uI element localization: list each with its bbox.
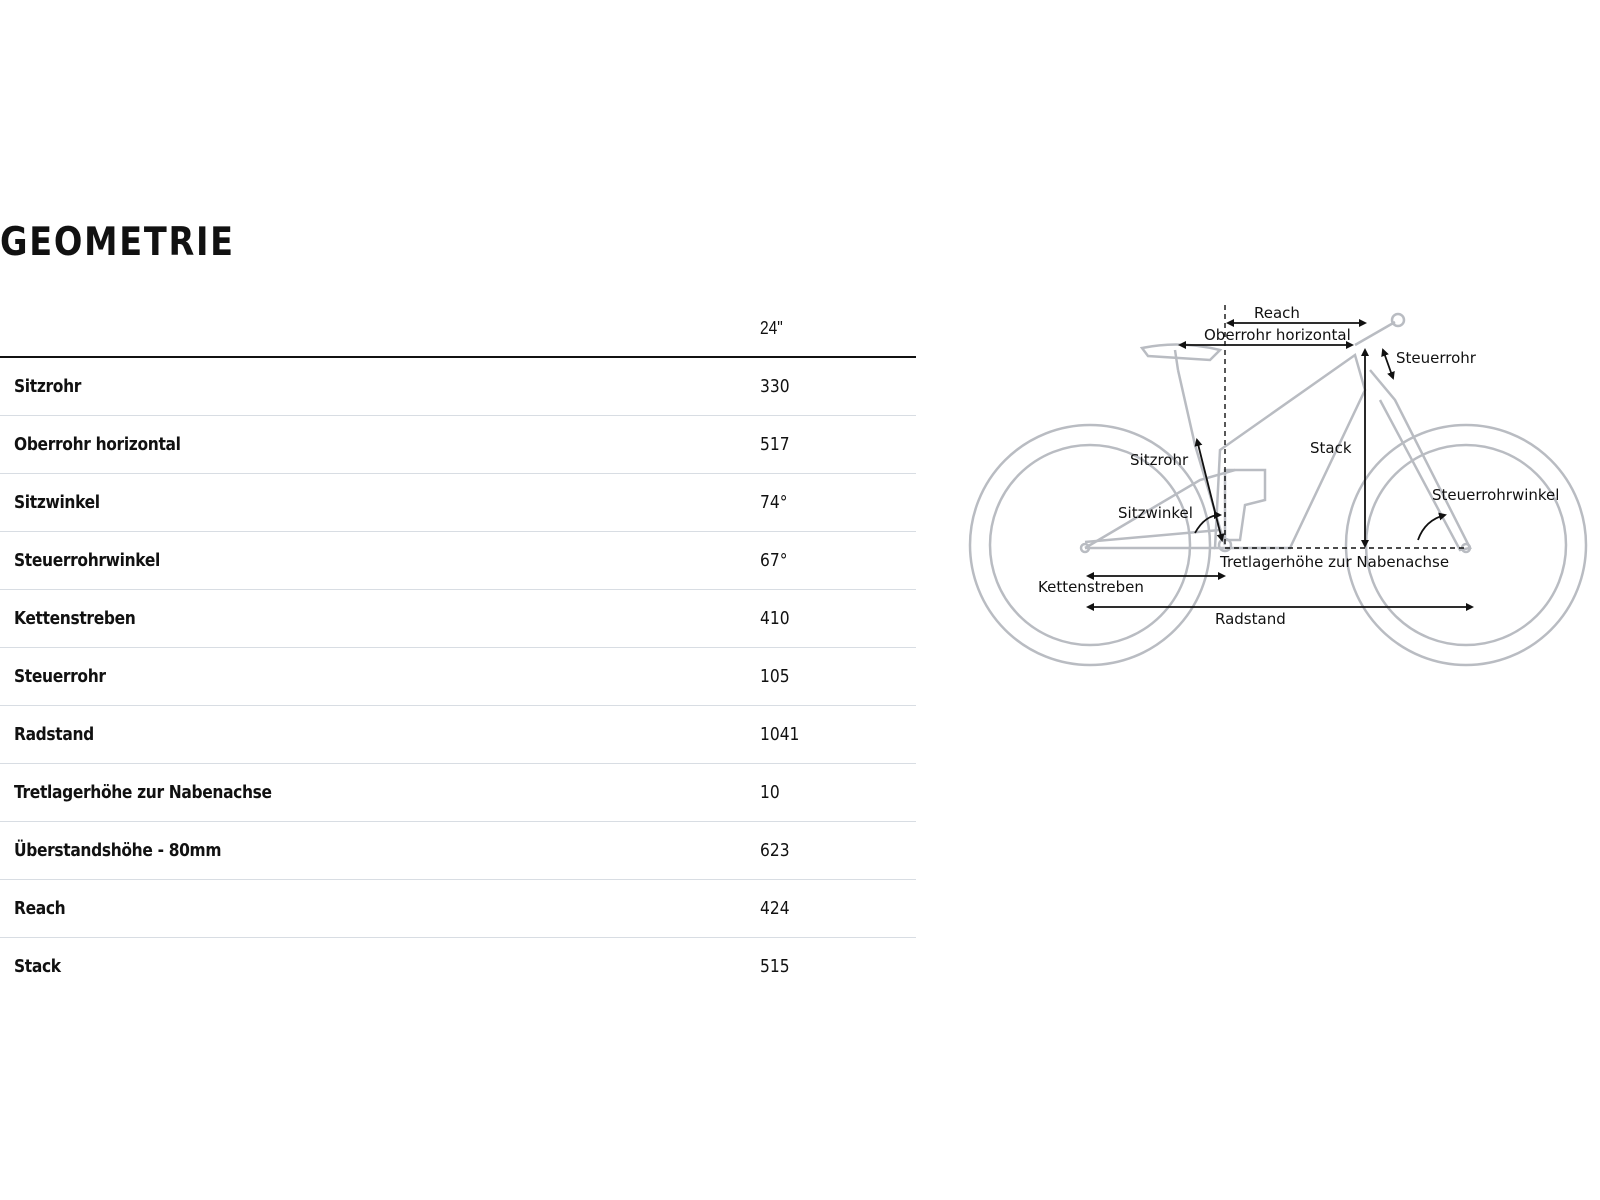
table-row [0,532,916,590]
row-value: 1041 [760,724,800,745]
saddle [1142,344,1220,360]
table-row [0,880,916,938]
row-label-cell [0,822,760,880]
row-value: 330 [760,376,790,397]
fork [1370,370,1470,550]
handlebar [1392,314,1404,326]
stem-bar [1355,322,1395,345]
steuerrohr-arrow [1383,350,1393,378]
row-value: 410 [760,608,790,629]
row-label: Überstandshöhe - 80mm [14,840,222,861]
row-label: Kettenstreben [14,608,136,629]
label-sitzwinkel: Sitzwinkel [1118,504,1193,522]
bike-geometry-diagram [960,300,1600,680]
table-header-blank [0,300,760,357]
size-header-label: 24" [760,317,783,338]
row-label: Reach [14,898,66,919]
row-label: Stack [14,956,61,977]
row-label-cell [0,357,760,416]
row-label: Sitzrohr [14,376,82,397]
row-label: Radstand [14,724,94,745]
steuerrohrwinkel-arc [1418,515,1445,540]
table-row [0,822,916,880]
row-label-cell [0,880,760,938]
row-label-cell [0,474,760,532]
row-value-cell [760,416,916,474]
table-row [0,357,916,416]
label-kettenstreben: Kettenstreben [1038,578,1144,596]
shock [1225,470,1265,540]
row-value-cell [760,357,916,416]
seatpost [1175,350,1178,370]
row-label: Sitzwinkel [14,492,100,513]
row-value: 10 [760,782,780,803]
row-label-cell [0,764,760,822]
row-value: 74° [760,492,788,513]
table-header-size [760,300,916,357]
table-row [0,416,916,474]
row-value-cell [760,706,916,764]
row-value: 515 [760,956,790,977]
table-row [0,764,916,822]
row-value-cell [760,938,916,996]
diagram-labels [1038,304,1559,628]
table-row [0,648,916,706]
geometry-table-body [0,357,916,995]
row-value: 105 [760,666,790,687]
row-value-cell [760,590,916,648]
row-value: 517 [760,434,790,455]
label-tretlager: Tretlagerhöhe zur Nabenachse [1220,553,1450,571]
row-label-cell [0,416,760,474]
row-label: Steuerrohr [14,666,106,687]
row-value-cell [760,764,916,822]
row-label-cell [0,648,760,706]
table-row [0,706,916,764]
row-value-cell [760,474,916,532]
row-label-cell [0,532,760,590]
row-value-cell [760,532,916,590]
label-steuerrohr: Steuerrohr [1396,349,1476,367]
label-radstand: Radstand [1215,610,1286,628]
row-label-cell [0,938,760,996]
row-value: 424 [760,898,790,919]
row-label-cell [0,590,760,648]
row-label: Tretlagerhöhe zur Nabenachse [14,782,272,803]
table-row [0,938,916,996]
row-label-cell [0,706,760,764]
table-row [0,474,916,532]
label-sitzrohr: Sitzrohr [1130,451,1189,469]
geometry-table [0,300,916,995]
row-value-cell [760,880,916,938]
label-stack: Stack [1310,439,1352,457]
row-label: Oberrohr horizontal [14,434,181,455]
row-value: 623 [760,840,790,861]
row-label: Steuerrohrwinkel [14,550,160,571]
page-title: GEOMETRIE [0,220,235,265]
row-value-cell [760,822,916,880]
row-value: 67° [760,550,788,571]
row-value-cell [760,648,916,706]
table-header-row [0,300,916,357]
label-steuerrohrwinkel: Steuerrohrwinkel [1432,486,1560,504]
label-oberrohr: Oberrohr horizontal [1204,326,1351,344]
table-row [0,590,916,648]
label-reach: Reach [1254,304,1300,322]
